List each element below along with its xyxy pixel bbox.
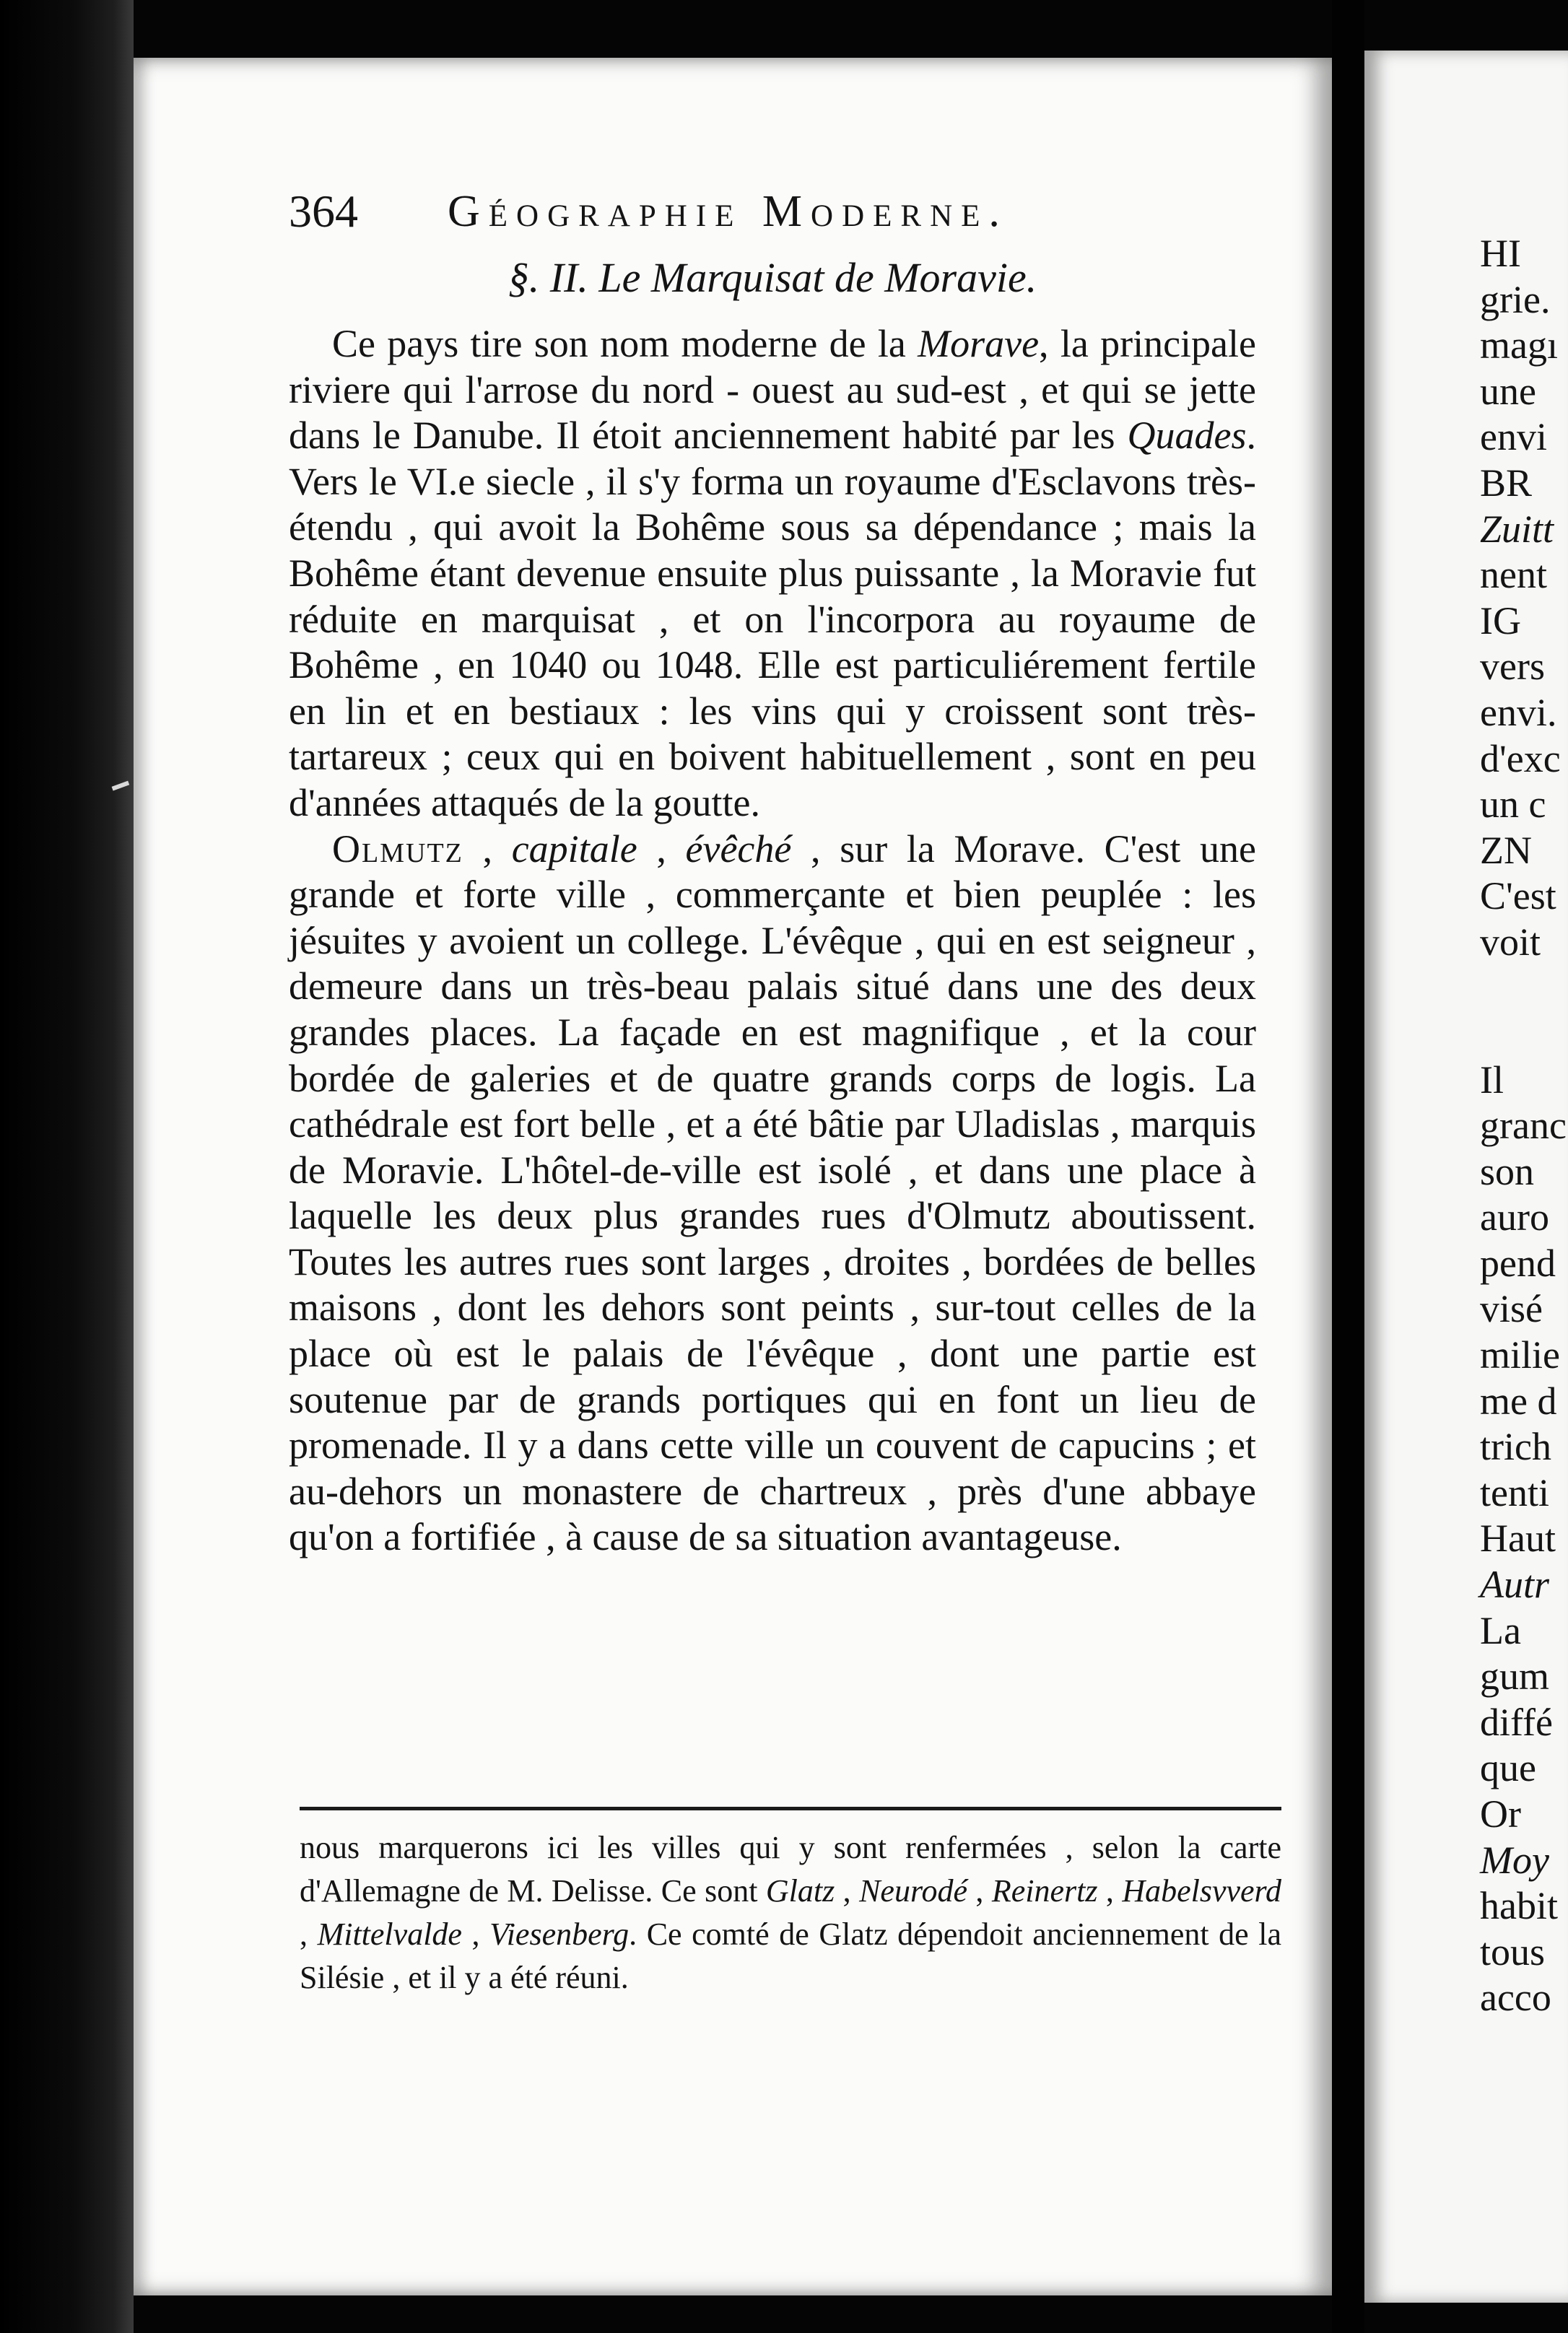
right-line: trich <box>1480 1425 1551 1469</box>
footnote-paragraph <box>300 1826 1281 2000</box>
right-line: pend <box>1480 1241 1556 1285</box>
place-name: Reinertz <box>991 1873 1098 1909</box>
text-run: , sur la Morave. C'est une grande et forte ville , commerçante et bien peuplée : les jésuites y avoient un college. L'évêque , qui en est seigneur , demeure dans un très-beau palais situé dans une des deux grandes places. La façade en est magnifique , et la cour bordée de galeries et de quatre grands corps de logis. La cathédrale est fort belle , et a été bâtie par Uladislas , marquis de Moravie. L'hôtel-de-ville est isolé , et dans une place à laquelle les deux plus grandes rues d'Olmutz aboutissent. Toutes les autres rues sont larges , droites , bordées de belles maisons , dont les dehors sont peints , sur-tout celles de la place où est le palais de l'évêque , dont une partie est soutenue par de grands portiques qui en font un lieu de promenade. Il y a dans cette ville un couvent de capucins ; et au-dehors un monastere de chartreux , près d'une abbaye qu'on a fortifiée , à cause de sa situation avantageuse. <box>289 827 1256 1559</box>
right-line: envi <box>1480 415 1547 459</box>
right-line: d'exc <box>1480 736 1561 780</box>
right-line: Or <box>1480 1792 1521 1836</box>
city-name: Olmutz <box>332 827 463 871</box>
text-run: , <box>967 1873 992 1909</box>
right-line: voit <box>1480 920 1541 964</box>
italic-term: évêché <box>685 827 792 871</box>
right-line: vers <box>1480 645 1545 689</box>
place-name: Habelsvverd <box>1122 1873 1282 1909</box>
right-line: Zuitt <box>1480 507 1554 551</box>
text-run: , la principale riviere qui l'arrose du nord - ouest au sud-est , et qui se jette dans le Danube. Il étoit anciennement habité par les <box>289 322 1256 458</box>
page-header <box>289 179 1126 244</box>
italic-term: capitale <box>511 827 637 871</box>
body-text <box>289 321 1256 1561</box>
right-line: gum <box>1480 1654 1550 1698</box>
italic-term: Quades <box>1127 414 1247 458</box>
running-title: Géographie Moderne. <box>448 187 1009 236</box>
place-name: Mittelvalde <box>317 1916 462 1952</box>
right-line: Autr <box>1480 1563 1550 1607</box>
right-line: envi. <box>1480 690 1557 734</box>
right-line: son <box>1480 1149 1535 1193</box>
place-name: Neurodé <box>859 1873 967 1909</box>
page-number: 364 <box>289 186 358 237</box>
text-run: , <box>637 827 686 871</box>
right-line: BR <box>1480 461 1533 505</box>
right-line: me d <box>1480 1379 1557 1423</box>
right-line: auro <box>1480 1195 1549 1239</box>
right-line: La <box>1480 1608 1521 1652</box>
right-line: Haut <box>1480 1517 1556 1561</box>
right-line: visé <box>1480 1287 1543 1331</box>
place-name: Viesenberg <box>489 1916 630 1952</box>
text-run: , <box>1097 1873 1123 1909</box>
right-line: IG <box>1480 598 1521 642</box>
place-name: Glatz <box>765 1873 835 1909</box>
text-run: nous marquerons ici les villes qui y sont renfermées , selon la carte d'Allemagne de M. Delisse. Ce sont <box>300 1830 1281 1909</box>
right-gap <box>1480 966 1568 1058</box>
text-run: . Vers le VI.e siecle , il s'y forma un royaume d'Esclavons très-étendu , qui avoit la Bohême sous sa dépendance ; mais la Bohême étant devenue ensuite plus puissante , la Moravie fut réduite en marquisat , et on l'incorpora au royaume de Bohême , en 1040 ou 1048. Elle est particuliérement fertile en lin et en bestiaux : les vins qui y croissent sont très-tartareux ; ceux qui en boivent habituellement , sont en peu d'années attaqués de la goutte. <box>289 414 1256 824</box>
book-gutter <box>1332 0 1364 2333</box>
right-line: que <box>1480 1746 1536 1790</box>
text-run: , <box>835 1873 860 1909</box>
right-page-text <box>1480 231 1568 2021</box>
text-run: , <box>461 1916 490 1952</box>
footnote-rule <box>300 1807 1281 1810</box>
paragraph-moravie <box>289 321 1256 827</box>
right-line: C'est <box>1480 874 1556 918</box>
right-line: granc <box>1480 1104 1567 1148</box>
right-line: milie <box>1480 1333 1560 1377</box>
right-line: acco <box>1480 1976 1551 2020</box>
right-line: ZN <box>1480 828 1532 872</box>
book-binding-left <box>0 0 134 2333</box>
right-line: habit <box>1480 1884 1558 1928</box>
section-title: §. II. Le Marquisat de Moravie. <box>508 254 1037 301</box>
right-line: grie. <box>1480 277 1551 321</box>
right-line: tous <box>1480 1929 1546 1974</box>
text-run: Ce pays tire son nom moderne de la <box>332 322 918 365</box>
italic-term: Morave <box>918 322 1040 365</box>
text-run: , <box>463 827 512 871</box>
right-line: Moy <box>1480 1838 1549 1882</box>
footnote <box>300 1826 1281 2000</box>
right-line: un c <box>1480 782 1546 827</box>
paragraph-olmutz <box>289 827 1256 1561</box>
right-line: nent <box>1480 553 1547 597</box>
right-line: tenti <box>1480 1470 1549 1514</box>
right-line: magı <box>1480 323 1558 367</box>
text-run: , <box>300 1916 318 1952</box>
right-line: diffé <box>1480 1700 1553 1744</box>
right-line: Il <box>1480 1058 1504 1102</box>
right-line: HI <box>1480 232 1521 275</box>
right-line: une <box>1480 369 1536 413</box>
text-run: . Ce comté de Glatz dépendoit anciennement de la Silésie , et il y a été réuni. <box>300 1916 1282 1995</box>
